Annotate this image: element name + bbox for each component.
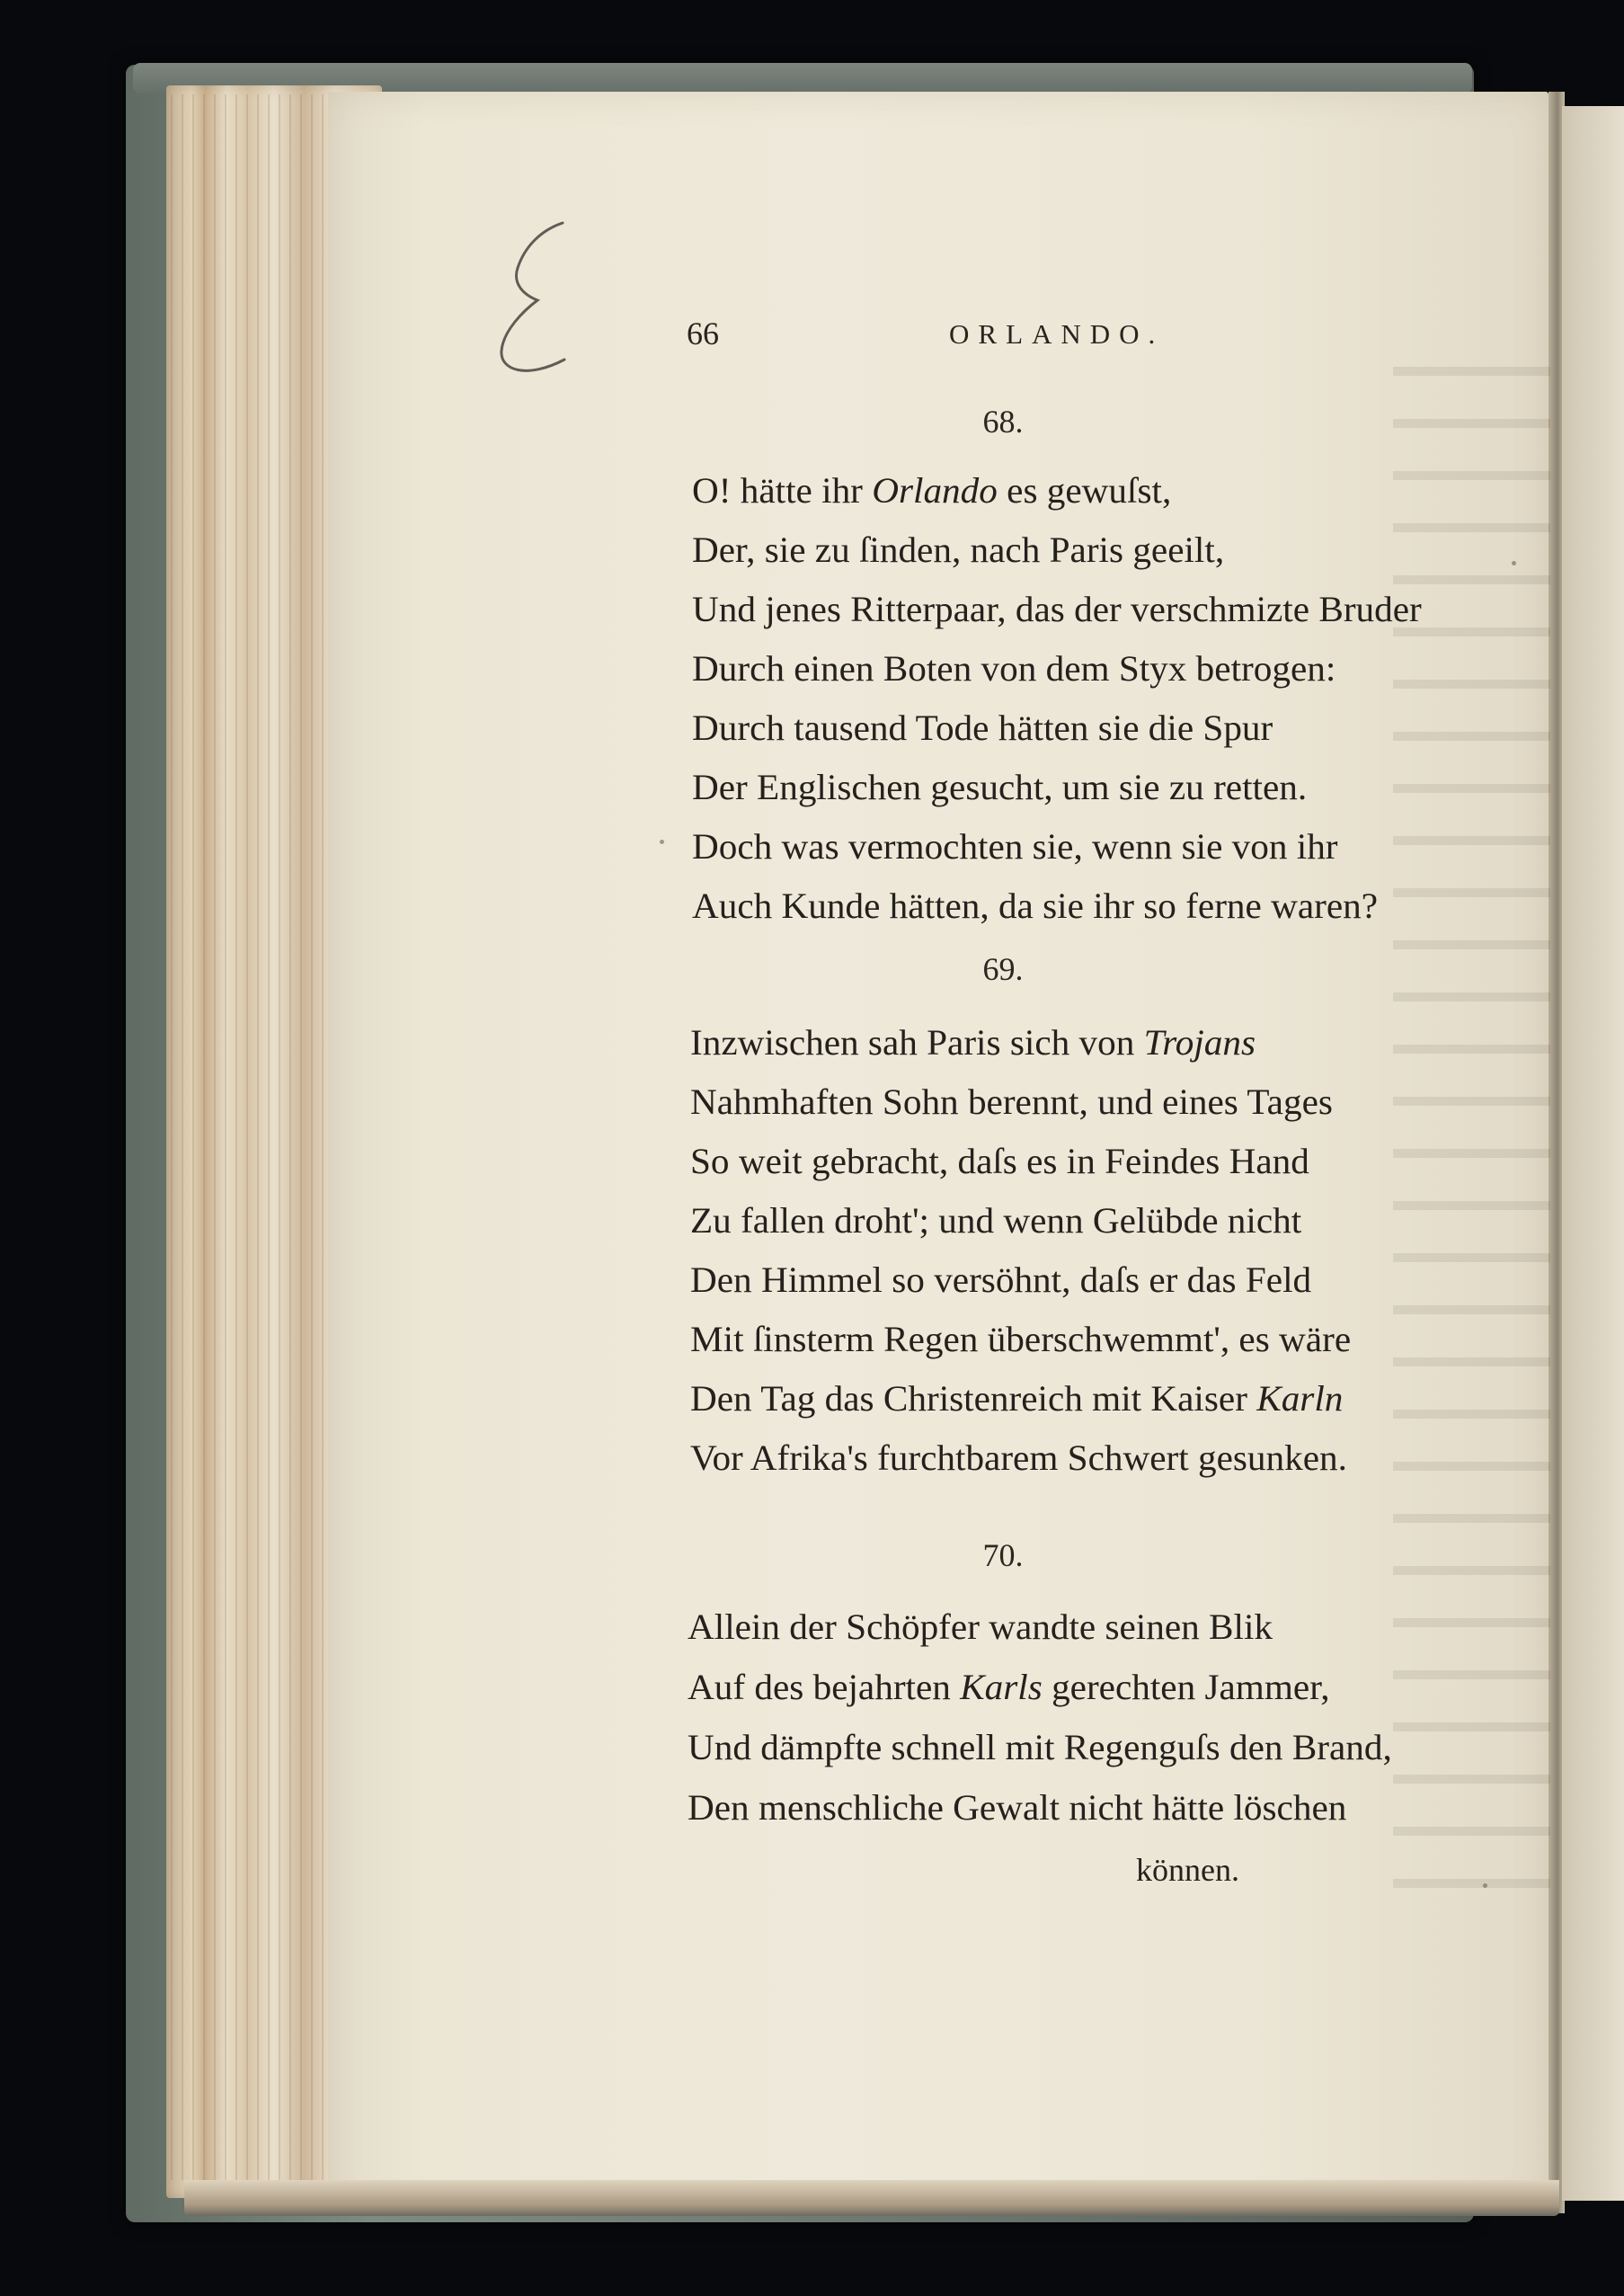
verse-text: Durch einen Boten von dem Styx betrogen: [692,648,1336,689]
verse-text: Den Tag das Christenreich mit Kaiser [690,1378,1257,1419]
verse-text: Durch tausend Tode hätten sie die Spur [692,707,1273,748]
verse-text: Auch Kunde hätten, da sie ihr so ferne waren? [692,885,1379,926]
verse-line [690,1141,1309,1181]
verse-line [690,1378,1344,1419]
page-speck [1512,561,1516,565]
italic-name: Karls [960,1667,1043,1707]
verse-text: O! hätte ihr [692,470,873,511]
italic-name: Karln [1256,1378,1344,1419]
verse-line [688,1606,1273,1647]
verse-line [692,470,1172,511]
verse-line [690,1200,1302,1241]
italic-name: Orlando [872,470,998,511]
catchword: können. [1136,1852,1239,1888]
verse-line [692,707,1273,748]
stanza-number: 68. [982,404,1024,440]
verse-text: gerechten Jammer, [1042,1667,1330,1707]
verse-line [688,1727,1392,1767]
verse-line [688,1787,1347,1828]
running-title: ORLANDO. [949,318,1165,350]
page-number: 66 [687,316,719,352]
verse-text: Allein der Schöpfer wandte seinen Blik [688,1606,1273,1647]
page-bottom-edge [184,2180,1559,2216]
verse-text: Der Englischen gesucht, um sie zu retten. [692,767,1308,807]
stanza-number: 70. [982,1537,1024,1573]
verse-text: Der, sie zu ſinden, nach Paris geeilt, [692,530,1225,570]
verse-text: Inzwischen sah Paris sich von [690,1022,1144,1063]
show-through-text [1393,324,1550,1924]
verse-line [690,1259,1312,1300]
verse-line [692,532,1224,568]
verse-line [690,1022,1256,1063]
verse-line [690,1437,1347,1478]
verse-line [692,885,1379,926]
stanza-number: 69. [982,951,1024,987]
verse-text: So weit gebracht, daſs es in Feindes Hand [690,1141,1309,1181]
verse-line [690,1319,1352,1359]
verse-text: Den menschliche Gewalt nicht hätte löschen [688,1787,1347,1828]
verse-line [692,589,1422,629]
verse-text: Auf des bejahrten [688,1667,961,1707]
verse-text: Doch was vermochten sie, wenn sie von ihr [692,826,1338,867]
verse-text: Und jenes Ritterpaar, das der verschmizte Bruder [692,589,1422,629]
pencil-bracket-mark [493,216,600,387]
italic-name: Trojans [1143,1022,1256,1063]
verse-text: es gewuſst, [997,470,1172,511]
verse-text: Und dämpfte schnell mit Regenguſs den Brand, [688,1727,1392,1767]
verse-text: Mit ſinsterm Regen überschwemmt', es wäre [690,1319,1352,1359]
page-speck [660,840,664,844]
verse-text: Vor Afrika's furchtbarem Schwert gesunken. [690,1437,1347,1478]
verse-text: Den Himmel so versöhnt, daſs er das Feld [690,1259,1312,1300]
verse-line [688,1669,1330,1705]
facing-page-edge [1562,106,1624,2201]
verse-text: Zu fallen droht'; und wenn Gelübde nicht [690,1200,1302,1241]
verse-line [690,1081,1333,1122]
page-speck [1483,1883,1487,1888]
verse-line [692,648,1336,689]
verse-line [692,826,1338,867]
verse-text: Nahmhaften Sohn berennt, und eines Tages [690,1081,1333,1122]
verse-line [692,767,1308,807]
running-header [687,315,1495,369]
